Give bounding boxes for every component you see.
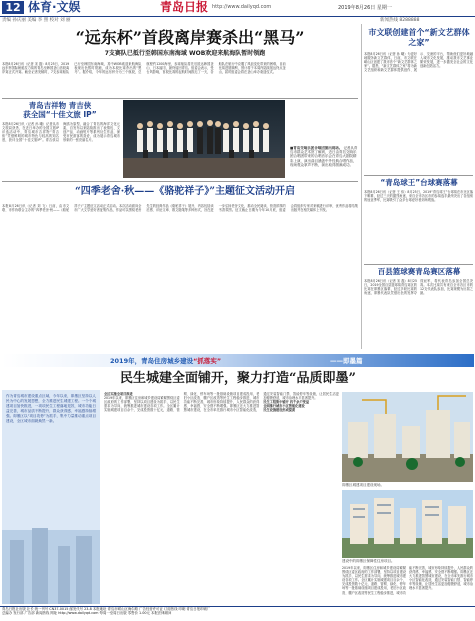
- choir-photo: [123, 100, 285, 178]
- camel-headline: “四季老舍·秋——《骆驼祥子》”主题征文活动开启: [75, 186, 295, 197]
- banner-left-text: [110, 356, 221, 365]
- news3-headline: 百县篮球赛青岛赛区落幕: [377, 267, 461, 276]
- editor-line: 责编 孙庆丽 美编 李 照 校对 刘 丽: [2, 18, 71, 23]
- lead-body: 本报8月26日讯（记者 宋 磊）8月25日，2019远东杯国际帆船拉力赛的青岛至韩国釜山首段离岸赛正式开赛。截至记者发稿时，7支参赛船队已行至韩国东南海域，其中WOB欢迎来航海队表现出色暂时领跑，成为本段比赛杀出的“黑马”。据介绍，今年的远东杯分为三个航段，总航程约1200海里，参赛船队将先后抵达韩国釜山、日本福冈，最终返回青岛。组委会表示，受台风影响，首段比赛的起航时间推迟了一天，各船队在航行中克服了风浪变化带来的困难，目前比赛进展顺利，预计将于本周内陆续抵达终点釜山，届时组委会将在釜山举办欢迎仪式。: [2, 62, 286, 75]
- camel-body: 本报8月26日讯（记者 刘 飞）日前，由市文联、市作协联合主办的“四季老舍·秋——《骆驼祥子》”主题征文活动正式启动。本次活动面向全市广大文学爱好者征集作品，作品可以围绕老舍先生的经典作品《骆驼祥子》展开，内容包括读后感、评论文章、散文随笔等多种形式，旨在进一步弘扬老舍文化，推动全民阅读，营造浓厚的书香氛围。征文截止日期为今年10月底，组委会将组织专家对来稿进行评审，优秀作品将结集出版并在相关媒体上刊发。: [2, 204, 358, 213]
- newspaper-logo: 青岛日报: [160, 0, 209, 14]
- divider: [364, 264, 473, 265]
- feature-body-text: 2019年以来，即墨区住房和城乡建设局紧紧围绕区委区政府的工作部署，坚持以项目建设为抓手，以民生需求为导向，统筹推进城市建设各项工作。全区累计实施城建项目百余个，完成投资数十亿元，道路、管网、绿化、停车场等一批基础设施项目建成投用，老旧小区改造、棚户区改造等民生工程稳步推进，城市功能不断完善，城市形象持续提升，人民群众的获得感、幸福感、安全感不断增强。即墨区还大力推进智慧城市建设，在全市率先推行城市小区智能化改造，通过安装智能门禁、智能停车等设施，让居民生活更加便捷舒适，城市治理水平显著提升。: [104, 392, 339, 413]
- feature-headline: 民生城建全面铺开，聚力打造“品质即墨”: [120, 371, 356, 386]
- footer: [0, 606, 475, 621]
- choir-caption-text: 记者从青岛市群众艺术馆了解到，近日由青岛交响乐团合唱团带来的合唱音乐会在青岛大剧院精彩上演，演出曲目涵盖中外经典合唱作品，现场观众掌声不断，演出取得圆满成功。: [290, 146, 358, 167]
- feature-body: [104, 392, 339, 604]
- choir-photo-caption: [290, 146, 358, 178]
- feature-photo-1: [342, 392, 473, 482]
- special-banner: [2, 354, 474, 367]
- feature-photo2-caption: 建设中的即墨区保障性住房项目。: [342, 559, 395, 563]
- news2-body: 本报8月26日讯（记者 王 伟）8月25日，2019“青岛球王”台球赛在市北区落下帷幕，经过三天的激烈角逐，来自全市各区市的参赛选手最终决出了各组别的冠亚季军，比赛吸引了众多台球爱好者到场观战。: [364, 190, 473, 203]
- choir-headline: [10, 101, 110, 119]
- feature-sidebox: [2, 390, 100, 604]
- choir-headline-line2: 获全国“十佳文旅 IP”: [23, 110, 97, 119]
- divider: [2, 181, 358, 182]
- lead-headline: “远东杯”首段离岸赛杀出“黑马”: [75, 28, 305, 47]
- dateline: 2019年8月26日 星期一: [338, 5, 392, 11]
- column-rule: [361, 24, 362, 349]
- feature-photo-side-text: 2019年以来，即墨区住房和城乡建设局紧紧围绕区委区政府的工作部署，坚持以项目建设为抓手，以民生需求为导向，统筹推进城市建设各项工作。全区累计实施城建项目百余个，完成投资数十亿元，道路、管网、绿化、停车场等一批基础设施项目建成投用，老旧小区改造、棚户区改造等民生工程稳步推进，城市功能不断完善，城市形象持续提升，人民群众的获得感、幸福感、安全感不断增强。即墨区还大力推进智慧城市建设，在全市率先推行城市小区智能化改造，通过安装智能门禁、智能停车等设施，让居民生活更加便捷舒适，城市治理水平显著提升。: [342, 566, 473, 595]
- masthead: [0, 0, 475, 17]
- banner-right: ——即墨篇: [330, 357, 363, 365]
- news3-body: 本报8月26日讯（记者 宋 磊）8月25日，2019全国百县篮球赛青岛赛区的比赛在即墨区落幕，经过多轮比赛的角逐，即墨代表队凭借出色的发挥夺得冠军，将代表青岛参加全国总决赛。本次比赛共有来自全市各区市的12支代表队参加，比赛规模为历届之最。: [364, 279, 473, 296]
- news1-headline: 市文联创建首个“新文艺群体之家”: [368, 28, 470, 47]
- banner-highlight: “抓落实”: [193, 357, 222, 365]
- feature-sub3: 全面推行城市小区智能化建设: [263, 404, 305, 409]
- feature-side-text: 作为青岛城市建设重点区域，今年以来，即墨区坚持以人民为中心的发展思想，全力推进民生城建工程。一个个城建项目加快推进，一项项民生工程落地见效，城市功能日益完善，城市品质不断提升，群众获得感、幸福感持续增强。即墨区以“项目攻势”为抓手，集中力量推动重点项目建设，全区城市面貌焕然一新。: [6, 394, 96, 423]
- choir-photo-image: [123, 100, 285, 178]
- feature-sub1: 全区实施全项目推进: [104, 392, 133, 396]
- hotline: 新闻热线 8288888: [380, 18, 420, 23]
- banner-left: 2019年，青岛住房城乡建设: [110, 357, 194, 365]
- sub-bar: [0, 17, 475, 23]
- construction-photo: [342, 392, 473, 482]
- choir-body: 本报8月26日讯（记者 孙 曦）记者从市文旅局获悉，在近日举办的全国文旅IP评选活动中，青岛城市吉祥物“青吉侠”凭借鲜明的城市特色与较高的知名度，获评全国“十佳文旅IP”。青吉侠以海鸥为原型，融合了青岛的海洋文化元素，自发布以来陆续推出了表情包、文创产品、动画短片等系列衍生作品，深受市民游客的喜爱，成为展示青岛城市形象的一张亮丽名片。: [2, 122, 120, 143]
- divider: [2, 98, 358, 99]
- feature-photo-2: [342, 490, 473, 558]
- footer-line2: 总编办 发行部 广告部 新闻热线 网址 http://www.dailyqd.com 每周一至周日出版 零售价 1.00元 本报法律顾问: [2, 611, 172, 616]
- lead-subheadline: 7支赛队已抵行至韩国东南海域 WOB欢迎来航海队暂时领跑: [104, 50, 266, 57]
- website-link[interactable]: http://www.dailyqd.com: [212, 4, 272, 10]
- page-number: 12: [2, 1, 24, 14]
- section-name: 体育·文娱: [28, 0, 81, 14]
- feature-sub2: 民生工程集中铺开 四千余户受益: [263, 400, 310, 405]
- feature-sub4: 民生设施建设形成提质: [263, 408, 296, 413]
- choir-headline-line1: 青岛吉祥物 青吉侠: [28, 101, 92, 110]
- housing-photo: [342, 490, 473, 558]
- choir-caption-title: ■青岛交响乐团合唱团演出现场。: [290, 146, 343, 150]
- news2-headline: “青岛球王”台球赛落幕: [380, 178, 458, 187]
- divider: [364, 175, 473, 176]
- news1-body: 本报8月26日讯（记者 孙 曦）为更好地服务新文艺群体，日前，市文联在崂山区创建了我市首个“新文艺群体之家”。据悉，“新文艺群体之家”将为新文艺组织和新文艺群体提供创作、展示、交流的平台，帮助他们更好地融入城市文化发展，推动我市文艺事业繁荣发展，进一步激发全社会的文化创新创造活力。: [364, 52, 473, 73]
- feature-photo1-caption: 即墨区城建项目建设现场。: [342, 483, 384, 487]
- footer-line1: 青岛日报社出版 社长 统一刊号 CN37-0015 邮发代号 23-8 本报地址 青岛市崂山区海尔路 广告经营许可证 订阅热线 印刷 青岛日报印刷厂: [2, 607, 211, 611]
